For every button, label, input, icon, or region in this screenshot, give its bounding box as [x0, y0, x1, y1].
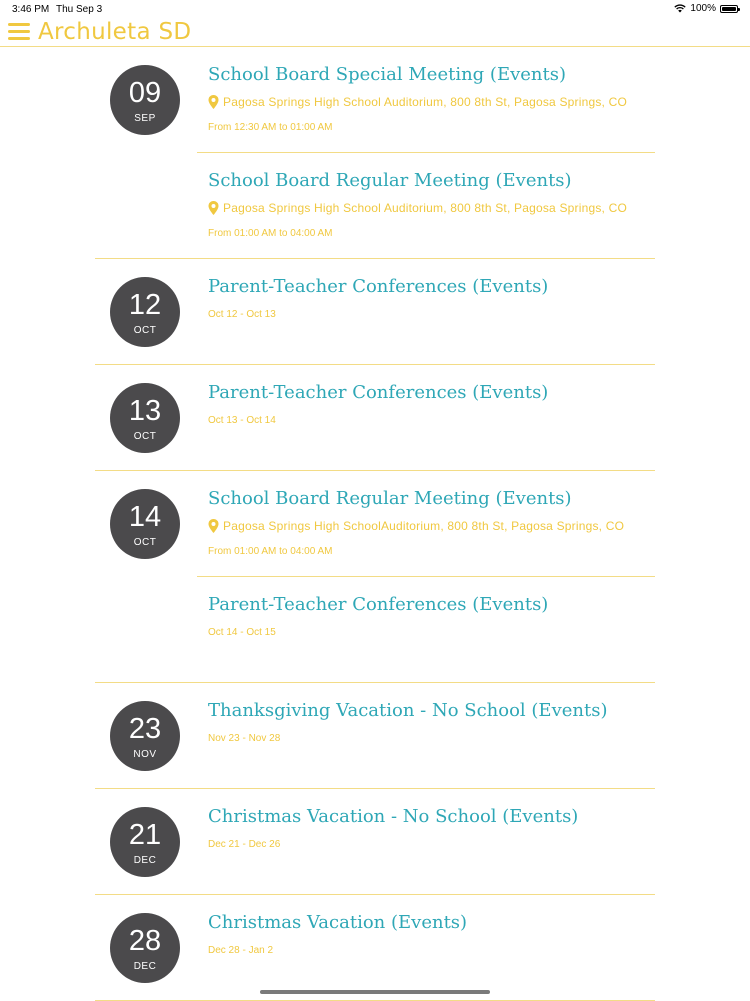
event-time: Oct 13 - Oct 14 — [208, 415, 276, 426]
event-title[interactable]: Parent-Teacher Conferences (Events) — [208, 594, 549, 615]
status-date: Thu Sep 3 — [56, 4, 103, 15]
event-title[interactable]: School Board Regular Meeting (Events) — [208, 170, 572, 191]
date-badge — [110, 807, 180, 877]
event-time: From 12:30 AM to 01:00 AM — [208, 122, 333, 133]
event-time: Oct 14 - Oct 15 — [208, 627, 276, 638]
date-day: 23 — [128, 713, 162, 745]
wifi-icon — [674, 4, 686, 13]
date-day: 14 — [128, 501, 162, 533]
status-right — [674, 3, 738, 14]
app-title: Archuleta SD — [38, 19, 192, 45]
day-group — [95, 259, 655, 365]
date-badge — [110, 277, 180, 347]
event-item[interactable] — [197, 471, 655, 577]
event-location-text: Pagosa Springs High School Auditorium, 800 8th St, Pagosa Springs, CO — [223, 95, 628, 109]
event-title[interactable]: Parent-Teacher Conferences (Events) — [208, 276, 549, 297]
event-time: Dec 21 - Dec 26 — [208, 839, 281, 850]
battery-percent: 100% — [690, 3, 716, 14]
event-item[interactable] — [203, 259, 655, 364]
date-month: OCT — [133, 431, 157, 442]
hamburger-menu-icon[interactable] — [8, 23, 30, 41]
app-header — [0, 18, 750, 47]
date-badge — [110, 701, 180, 771]
event-title[interactable]: Christmas Vacation - No School (Events) — [208, 806, 579, 827]
event-location — [208, 95, 639, 109]
event-title[interactable]: Parent-Teacher Conferences (Events) — [208, 382, 549, 403]
event-time: From 01:00 AM to 04:00 AM — [208, 228, 333, 239]
home-indicator[interactable] — [260, 990, 490, 994]
event-title[interactable]: School Board Regular Meeting (Events) — [208, 488, 572, 509]
day-group — [95, 47, 655, 259]
location-pin-icon — [208, 519, 219, 533]
date-month: SEP — [134, 113, 156, 124]
date-day: 28 — [128, 925, 162, 957]
date-badge — [110, 913, 180, 983]
event-location-text: Pagosa Springs High SchoolAuditorium, 800 8th St, Pagosa Springs, CO — [223, 519, 625, 533]
event-time: Dec 28 - Jan 2 — [208, 945, 274, 956]
event-item[interactable] — [203, 365, 655, 470]
event-item[interactable] — [203, 895, 655, 1000]
event-time: From 01:00 AM to 04:00 AM — [208, 546, 333, 557]
day-group — [95, 789, 655, 895]
date-month: DEC — [133, 961, 157, 972]
event-location — [208, 519, 639, 533]
date-day: 12 — [128, 289, 162, 321]
event-time: Nov 23 - Nov 28 — [208, 733, 281, 744]
date-month: NOV — [133, 749, 157, 760]
day-group — [95, 471, 655, 683]
event-title[interactable]: Christmas Vacation (Events) — [208, 912, 468, 933]
date-badge — [110, 489, 180, 559]
date-badge — [110, 383, 180, 453]
date-month: OCT — [133, 537, 157, 548]
status-bar — [0, 0, 750, 18]
status-time: 3:46 PM — [12, 4, 50, 15]
battery-icon — [720, 5, 738, 13]
date-badge — [110, 65, 180, 135]
event-item[interactable] — [203, 577, 655, 682]
event-location — [208, 201, 639, 215]
day-group — [95, 365, 655, 471]
event-time: Oct 12 - Oct 13 — [208, 309, 276, 320]
date-day: 09 — [128, 77, 162, 109]
location-pin-icon — [208, 95, 219, 109]
date-day: 13 — [128, 395, 162, 427]
date-day: 21 — [128, 819, 162, 851]
event-item[interactable] — [203, 153, 655, 258]
event-location-text: Pagosa Springs High School Auditorium, 800 8th St, Pagosa Springs, CO — [223, 201, 628, 215]
date-month: OCT — [133, 325, 157, 336]
event-list — [0, 47, 750, 1001]
event-item[interactable] — [203, 789, 655, 894]
event-item[interactable] — [203, 683, 655, 788]
day-group — [95, 683, 655, 789]
event-title[interactable]: Thanksgiving Vacation - No School (Events) — [208, 700, 608, 721]
event-title[interactable]: School Board Special Meeting (Events) — [208, 64, 566, 85]
date-month: DEC — [133, 855, 157, 866]
day-group — [95, 895, 655, 1001]
location-pin-icon — [208, 201, 219, 215]
event-item[interactable] — [197, 47, 655, 153]
